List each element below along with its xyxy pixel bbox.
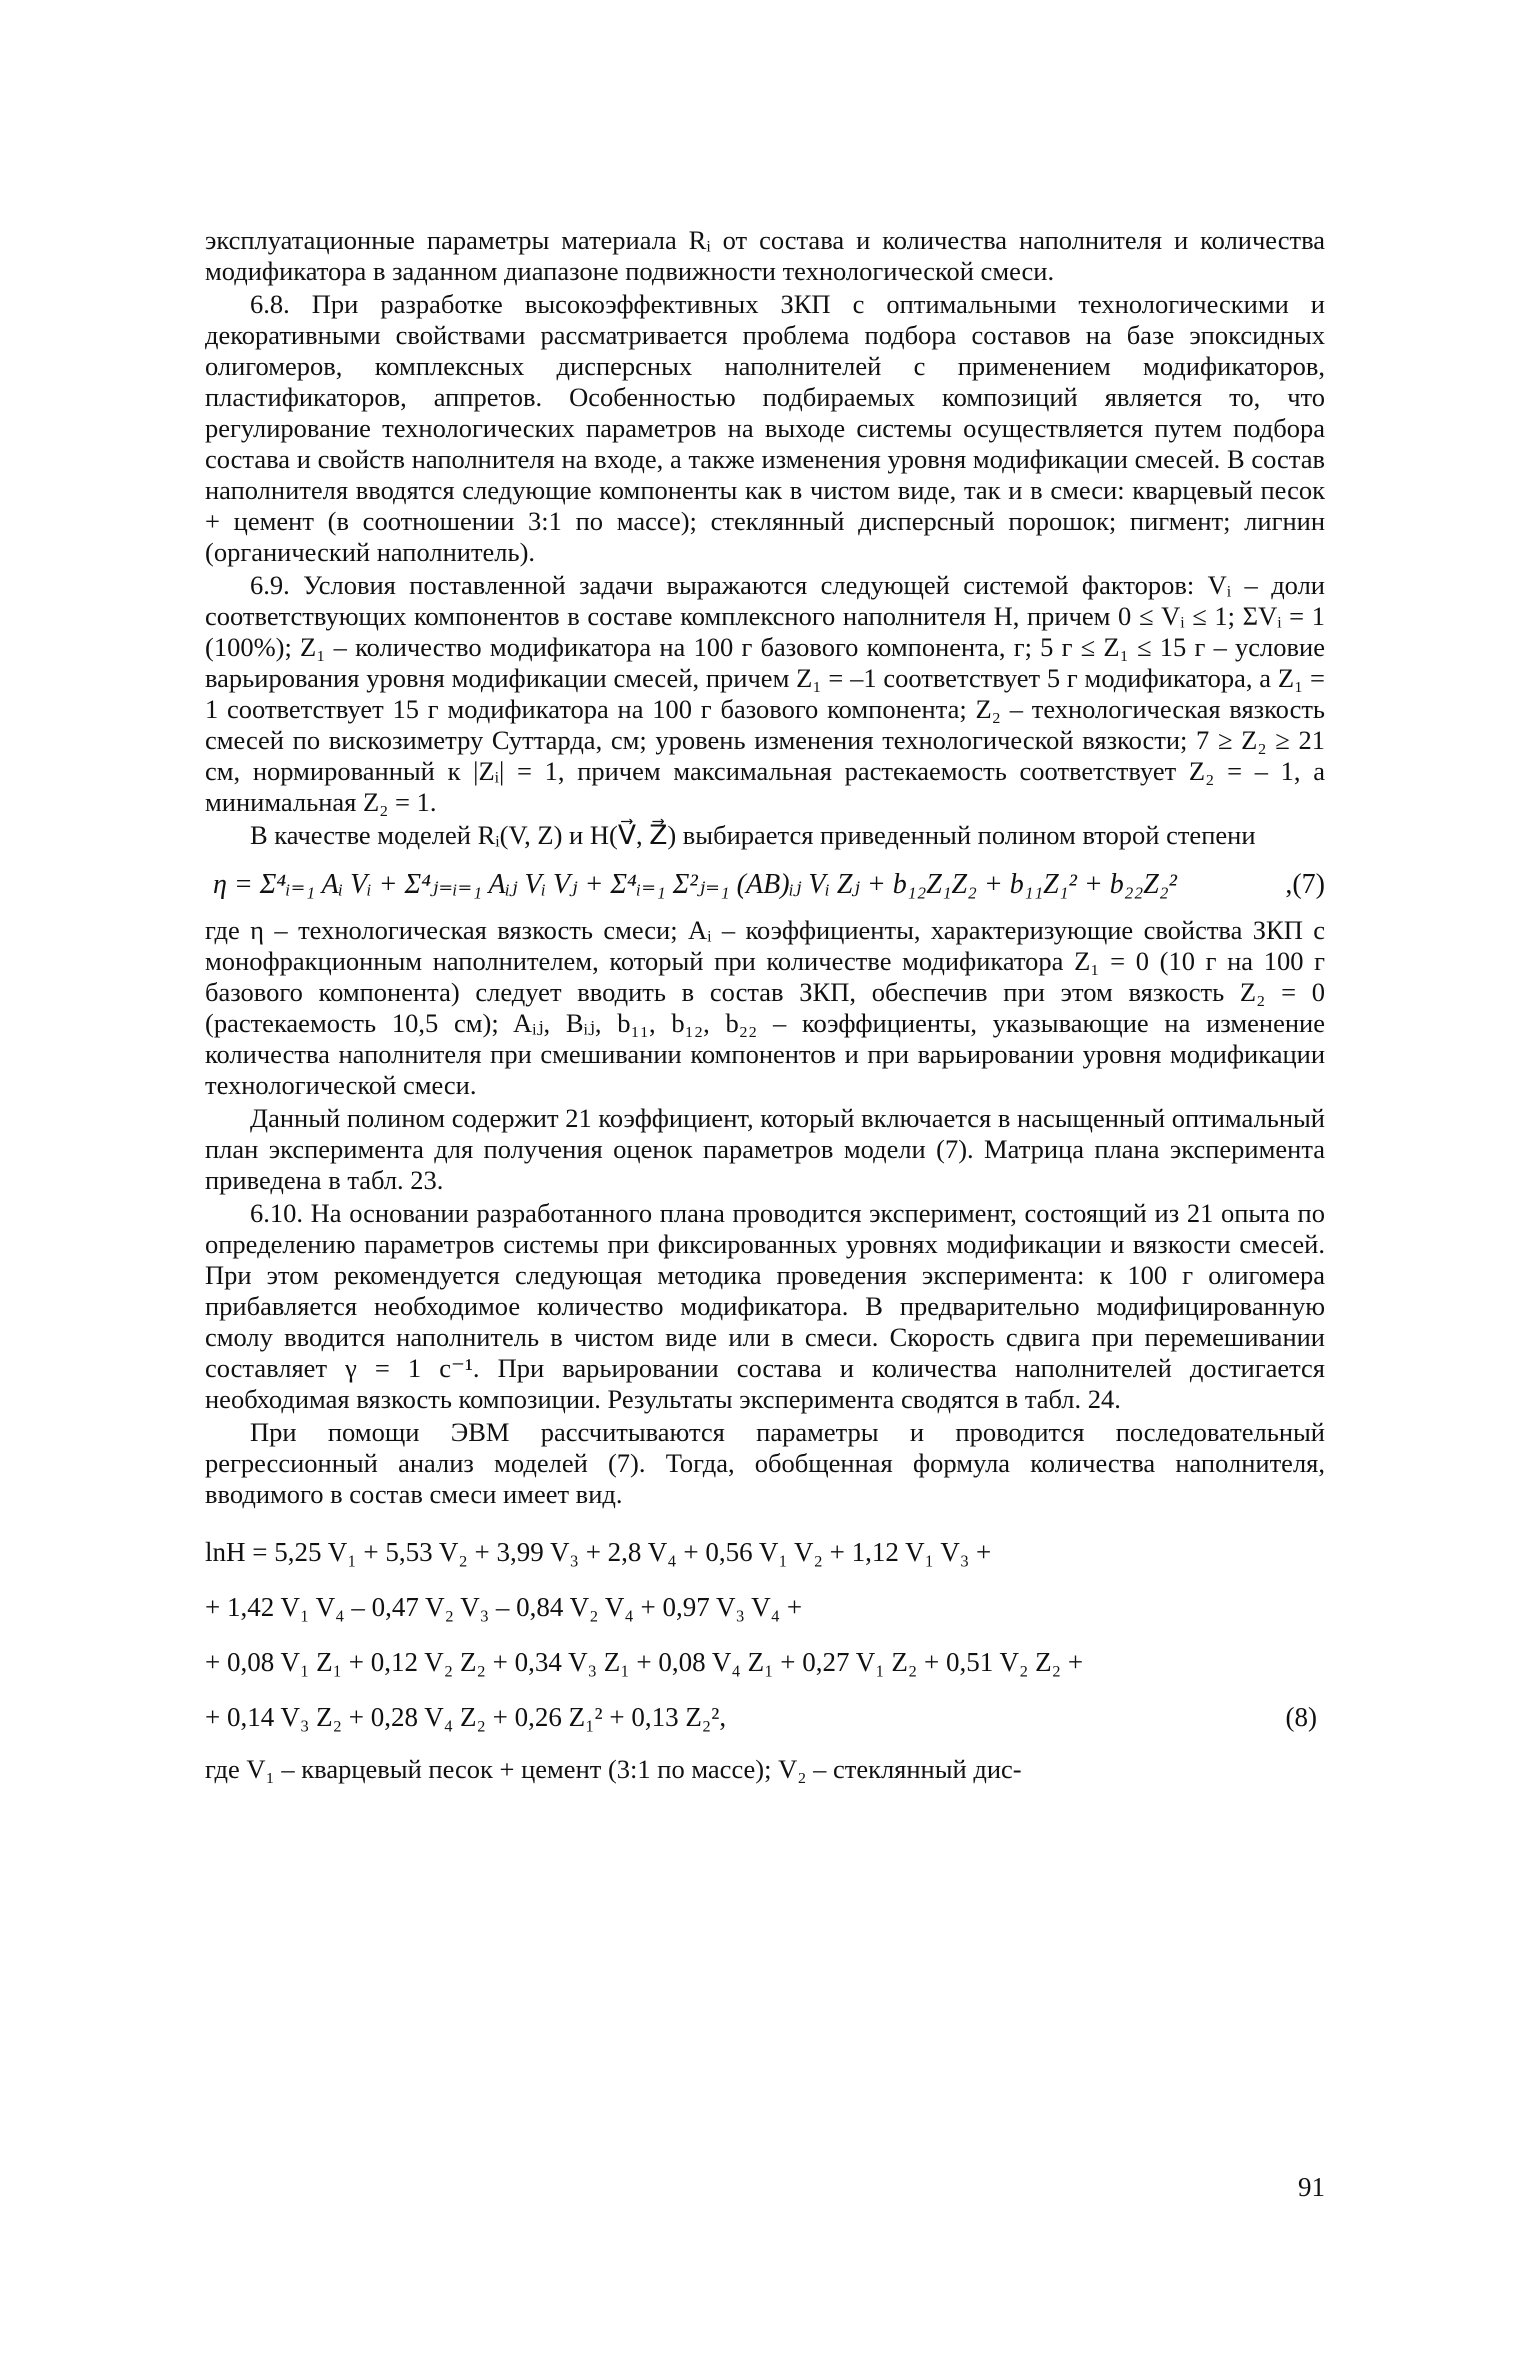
paragraph-last: где V₁ – кварцевый песок + цемент (3:1 по массе); V₂ – стеклянный дис- — [205, 1754, 1022, 1784]
formula-8-line — [205, 1534, 1325, 1570]
formula-7-expression: η = Σ⁴ᵢ₌₁ Aᵢ Vᵢ + Σ⁴ⱼ₌ᵢ₌₁ Aᵢⱼ Vᵢ Vⱼ + Σ⁴ᵢ₌₁ Σ²ⱼ₌₁ (AB)ᵢⱼ Vᵢ Zⱼ + b₁₂Z₁Z₂ + b₁₁Z₁² + b₂₂Z₂² — [213, 869, 1177, 900]
paragraph-where: где η – технологическая вязкость смеси; Aᵢ – коэффициенты, характеризующие свойства ЗКП с монофракционным наполнителем, который при количестве модификатора Z₁ = 0 (10 г на 100 г базового компонента) следует вводить в состав ЗКП, обеспечив при этом вязкость Z₂ = 0 (растекаемость 10,5 см); Aᵢⱼ, Bᵢⱼ, b₁₁, b₁₂, b₂₂ – коэффициенты, указывающие на изменение количества наполнителя при смешивании компонентов и при варьировании уровня модификации технологической смеси. — [205, 915, 1325, 1100]
formula-8-line — [205, 1644, 1325, 1680]
paragraph-polynomial: Данный полином содержит 21 коэффициент, который включается в насыщенный оптимальный план эксперимента для получения оценок параметров модели (7). Матрица плана эксперимента приведена в табл. 23. — [205, 1103, 1325, 1195]
paragraph-6-9: 6.9. Условия поставленной задачи выражаются следующей системой факторов: Vᵢ – доли соответствующих компонентов в составе комплексного наполнителя Н, причем 0 ≤ Vᵢ ≤ 1; ΣVᵢ = 1 (100%); Z₁ – количество модификатора на 100 г базового компонента, г; 5 г ≤ Z₁ ≤ 15 г – условие варьирования уровня модификации смесей, причем Z₁ = –1 соответствует 5 г модификатора, а Z₁ = 1 соответствует 15 г модификатора на 100 г базового компонента; Z₂ – технологическая вязкость смесей по вискозиметру Суттарда, см; уровень изменения технологической вязкости; 7 ≥ Z₂ ≥ 21 см, нормированный к |Zᵢ| = 1, причем максимальная растекаемость соответствует Z₂ = – 1, а минимальная Z₂ = 1. — [205, 570, 1325, 817]
formula-8-line — [205, 1589, 1325, 1625]
paragraph-evm: При помощи ЭВМ рассчитываются параметры и проводится последовательный регрессионный анализ моделей (7). Тогда, обобщенная формула количества наполнителя, вводимого в состав смеси имеет вид. — [205, 1417, 1325, 1509]
page-content — [205, 225, 1325, 1785]
formula-8-line-2: + 1,42 V₁ V₄ – 0,47 V₂ V₃ – 0,84 V₂ V₄ + 0,97 V₃ V₄ + — [205, 1592, 803, 1622]
paragraph-6-10: 6.10. На основании разработанного плана проводится эксперимент, состоящий из 21 опыта по определению параметров системы при фиксированных уровнях модификации и вязкости смесей. При этом рекомендуется следующая методика проведения эксперимента: к 100 г олигомера прибавляется необходимое количество модификатора. В предварительно модифицированную смолу вводится наполнитель в чистом виде или в смеси. Скорость сдвига при перемешивании составляет γ = 1 с⁻¹. При варьировании состава и количества наполнителей достигается необходимая вязкость композиции. Результаты эксперимента сводятся в табл. 24. — [205, 1198, 1325, 1414]
page-number: 91 — [1298, 2172, 1325, 2202]
formula-8-line-4: + 0,14 V₃ Z₂ + 0,28 V₄ Z₂ + 0,26 Z₁² + 0,13 Z₂², — [205, 1702, 727, 1732]
formula-7 — [205, 865, 1325, 905]
formula-8-line-1: lnH = 5,25 V₁ + 5,53 V₂ + 3,99 V₃ + 2,8 V₄ + 0,56 V₁ V₂ + 1,12 V₁ V₃ + — [205, 1537, 992, 1567]
paragraph-models: В качестве моделей Rᵢ(V, Z) и H(V⃗, Z⃗) выбирается приведенный полином второй степени — [250, 820, 1256, 850]
formula-8 — [205, 1534, 1325, 1735]
formula-7-number: ,(7) — [1285, 869, 1325, 900]
paragraph-6-8: 6.8. При разработке высокоэффективных ЗКП с оптимальными технологическими и декоративными свойствами рассматривается проблема подбора составов на базе эпоксидных олигомеров, комплексных дисперсных наполнителей с применением модификаторов, пластификаторов, аппретов. Особенностью подбираемых композиций является то, что регулирование технологических параметров на выходе системы осуществляется путем подбора состава и свойств наполнителя на входе, а также изменения уровня модификации смесей. В состав наполнителя вводятся следующие компоненты как в чистом виде, так и в смеси: кварцевый песок + цемент (в соотношении 3:1 по массе); стеклянный дисперсный порошок; пигмент; лигнин (органический наполнитель). — [205, 289, 1325, 567]
formula-8-number: (8) — [1285, 1702, 1317, 1732]
paragraph-intro: эксплуатационные параметры материала Rᵢ от состава и количества наполнителя и количества модификатора в заданном диапазоне подвижности технологической смеси. — [205, 225, 1325, 286]
formula-8-line-3: + 0,08 V₁ Z₁ + 0,12 V₂ Z₂ + 0,34 V₃ Z₁ + 0,08 V₄ Z₁ + 0,27 V₁ Z₂ + 0,51 V₂ Z₂ + — [205, 1647, 1084, 1677]
formula-8-line — [205, 1699, 1325, 1735]
